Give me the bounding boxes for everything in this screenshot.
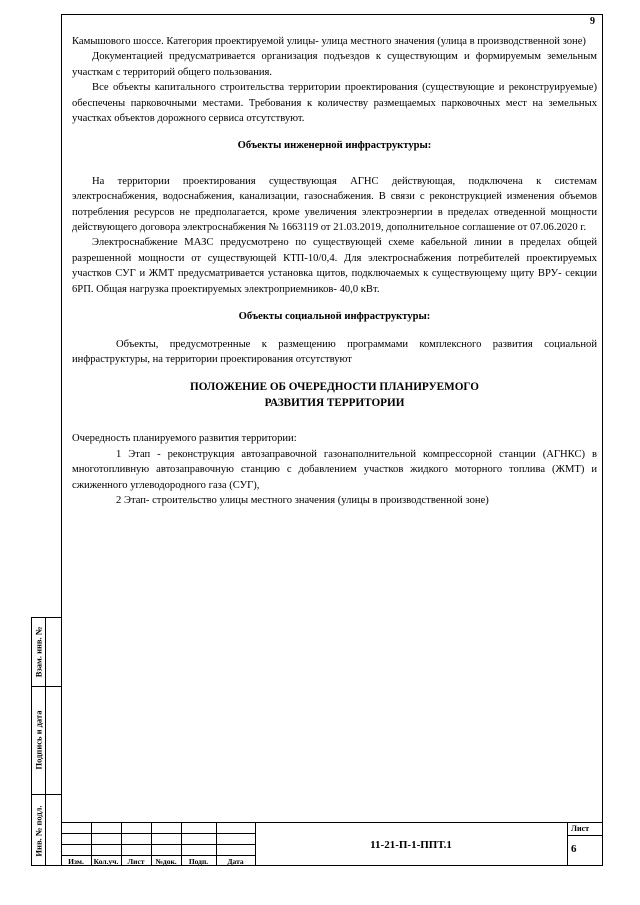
stage-1: 1 Этап - реконструкция автозаправочной газонаполнительной компрессорной станции (АГНКС) в многотопливную автозаправочную станцию с добавлением участков жидкого моторного топлива (ЖМТ) и сжиженного углеводородного газа (СУГ),	[72, 448, 597, 491]
label-sign-date: Подпись и дата	[33, 710, 44, 770]
header-podp: Подп.	[188, 856, 209, 866]
header-kol-uch: Кол.уч.	[93, 856, 119, 866]
sheet-number: 6	[571, 843, 577, 855]
header-data: Дата	[227, 856, 244, 866]
section-heading-engineering: Объекты инженерной инфраструктуры:	[237, 140, 432, 152]
sheet-label: Лист	[571, 824, 590, 833]
page-number: 9	[590, 16, 595, 27]
paragraph: Все объекты капитального строительства территории проектирования (существующие и реконструируемые) обеспечены парковочными местами. Требования к количеству размещаемых парковочных мест на земельных участках объектов дорожного сервиса отсутствуют.	[72, 82, 597, 125]
header-list: Лист	[127, 856, 145, 866]
header-izm: Изм.	[68, 856, 84, 866]
title-block	[61, 822, 603, 866]
binding-strip	[31, 617, 61, 866]
header-ndok: №док.	[155, 856, 177, 866]
stage-2: 2 Этап- строительство улицы местного значения (улицы в производственной зоне)	[116, 494, 489, 506]
paragraph: На территории проектирования существующая АГНС действующая, подключена к системам электроснабжения, водоснабжения, канализации, газоснабжения. В связи с реконструкцией изменения объемов потребления ресурсов не предполагается, кроме увеличения электроэнергии в пределах отведенной мощности действующего договора электроснабжения № 1663119 от 21.03.2019, дополнительное соглашение от 07.06.2020 г.	[72, 175, 597, 234]
document-code: 11-21-П-1-ППТ.1	[370, 839, 452, 851]
section-heading-order-line2: РАЗВИТИЯ ТЕРРИТОРИИ	[264, 397, 405, 410]
label-inv-replace: Взам. инв. №	[33, 626, 44, 678]
paragraph: Камышового шоссе. Категория проектируемой улицы- улица местного значения (улица в производственной зоне)	[72, 36, 586, 47]
document-body	[72, 34, 597, 508]
section-heading-social: Объекты социальной инфраструктуры:	[238, 311, 431, 323]
paragraph: Очередность планируемого развития территории:	[72, 433, 297, 445]
paragraph: Электроснабжение МАЗС предусмотрено по существующей схеме кабельной линии в пределах общей разрешенной мощности от существующей КТП-10/0,4. Для электроснабжения потребителей проектируемых участков СУГ и ЖМТ предусматривается установка щитов, подключаемых к существующему щиту ВРУ- секции 6РП. Общая нагрузка проектируемых электроприемников- 40,0 кВт.	[72, 237, 597, 295]
section-heading-order-line1: ПОЛОЖЕНИЕ ОБ ОЧЕРЕДНОСТИ ПЛАНИРУЕМОГО	[190, 381, 479, 394]
label-inv-orig: Инв. № подл.	[33, 804, 44, 857]
paragraph: Объекты, предусмотренные к размещению программами комплексного развития социальной инфраструктуры, на территории проектирования отсутствуют	[72, 338, 597, 365]
paragraph: Документацией предусматривается организация подъездов к существующим и формируемым земельным участкам с территорий общего пользования.	[72, 51, 597, 78]
